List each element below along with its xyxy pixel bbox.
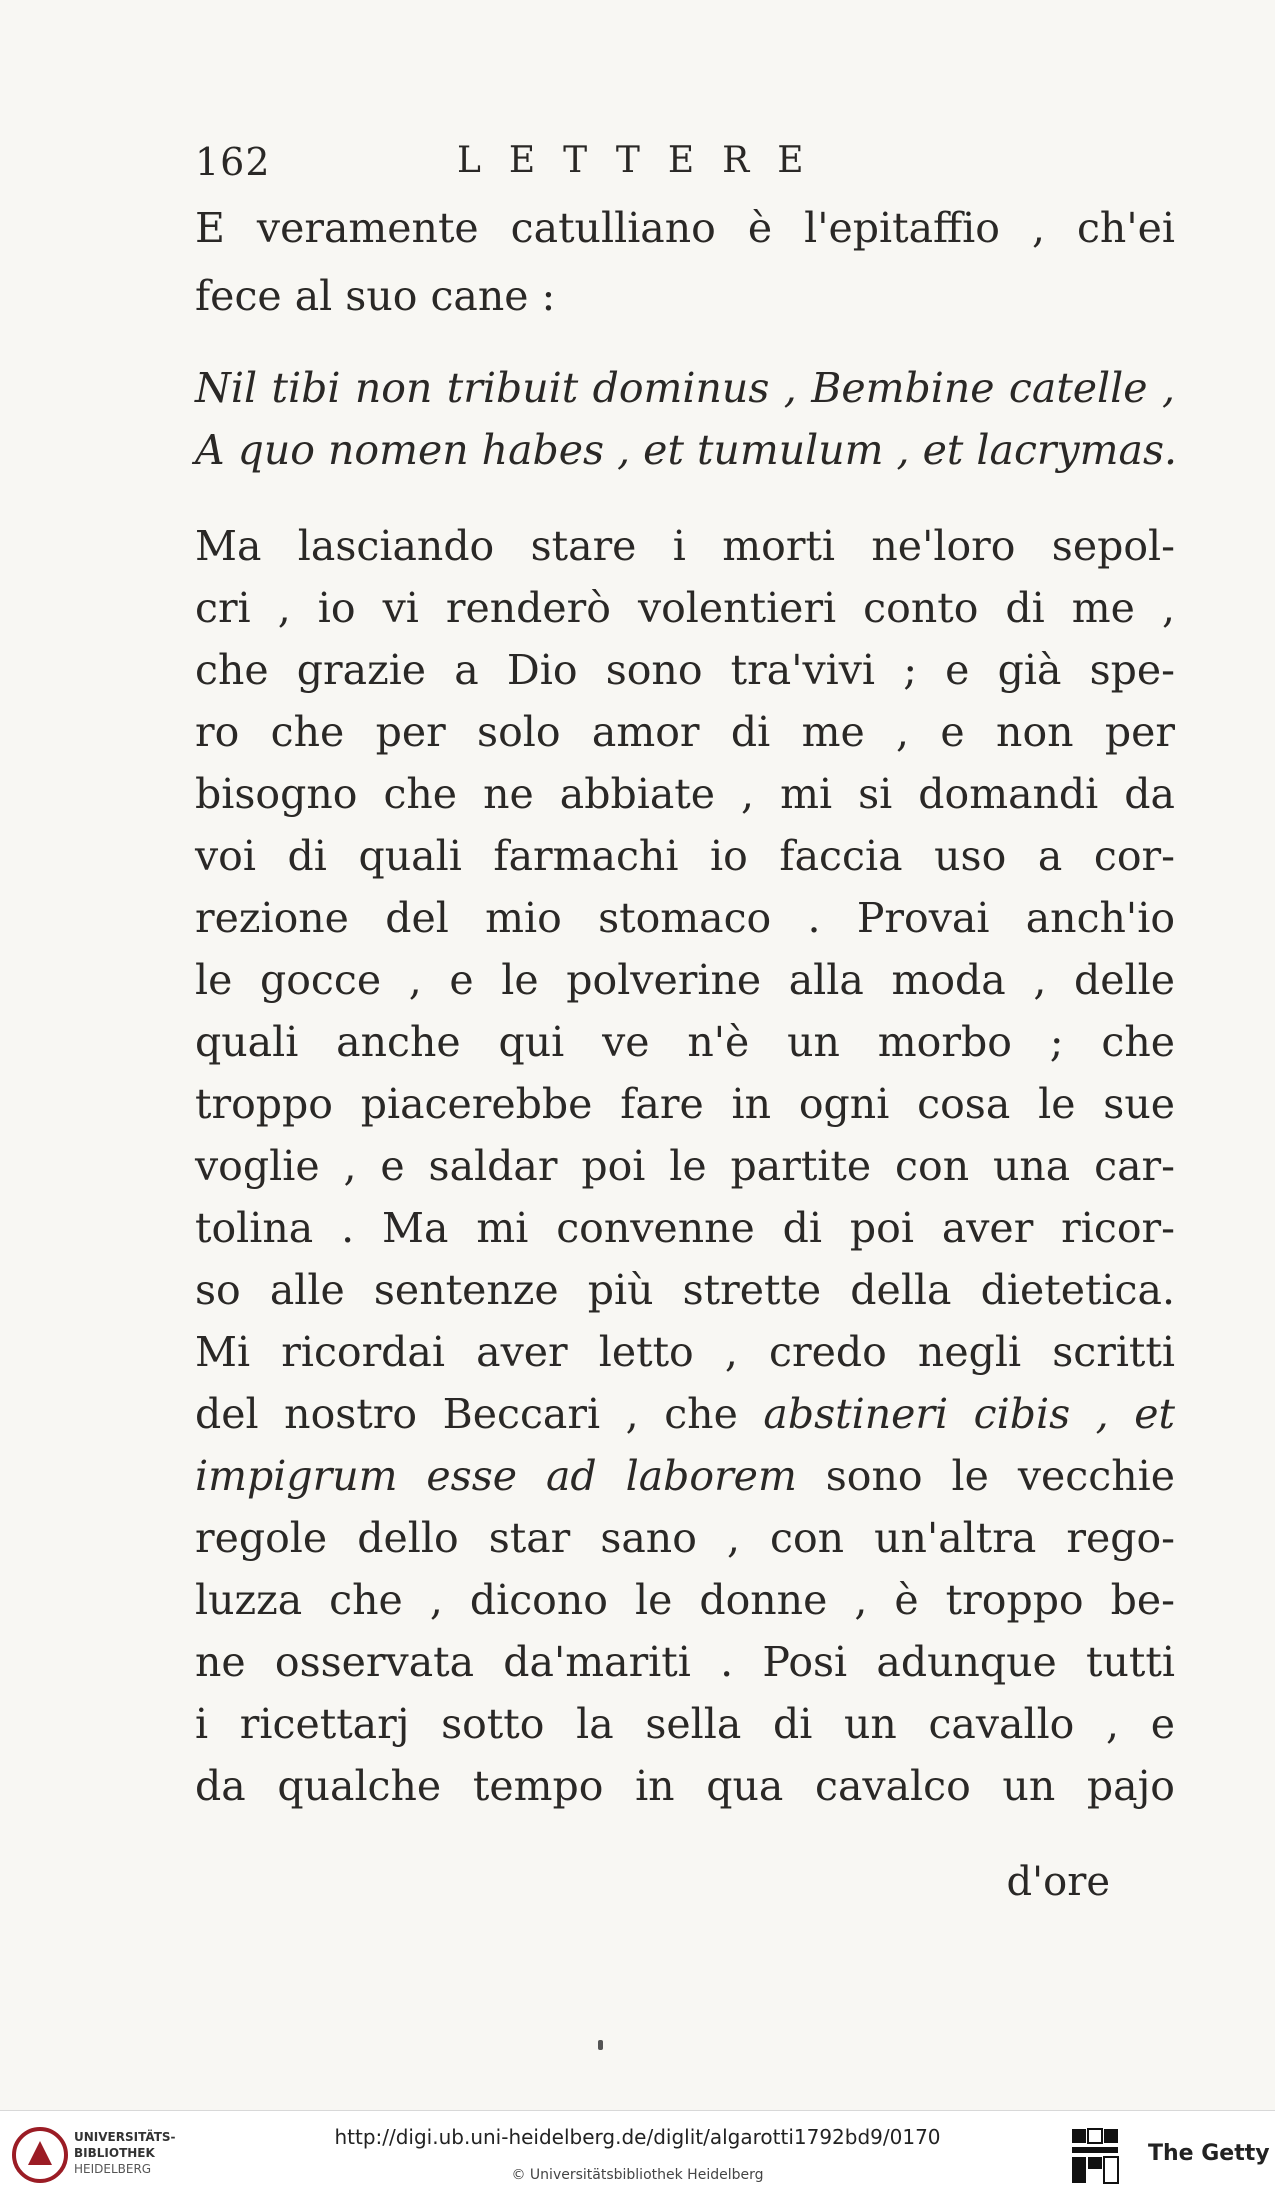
- copyright-notice: © Universitätsbibliothek Heidelberg: [511, 2167, 764, 2183]
- text-line: troppo piacerebbe fare in ogni cosa le sue: [195, 1080, 1175, 1128]
- getty-label: The Getty: [1148, 2141, 1270, 2166]
- text-segment: sono le vecchie: [796, 1452, 1175, 1500]
- text-line: Mi ricordai aver letto , credo negli scritti: [195, 1328, 1175, 1376]
- catchword: d'ore: [1006, 1859, 1110, 1905]
- library-name: UNIVERSITÄTS- BIBLIOTHEK HEIDELBERG: [74, 2130, 176, 2176]
- getty-logo-icon: [1070, 2127, 1120, 2185]
- text-line: da qualche tempo in qua cavalco un pajo: [195, 1762, 1175, 1810]
- text-line: regole dello star sano , con un'altra rego-: [195, 1514, 1175, 1562]
- italic-segment: abstineri cibis , et: [763, 1390, 1175, 1438]
- text-line: cri , io vi renderò volentieri conto di me ,: [195, 584, 1175, 632]
- text-line: ne osservata da'mariti . Posi adunque tutti: [195, 1638, 1175, 1686]
- text-line: tolina . Ma mi convenne di poi aver ricor-: [195, 1204, 1175, 1252]
- text-line: ro che per solo amor di me , e non per: [195, 708, 1175, 756]
- text-line: luzza che , dicono le donne , è troppo be-: [195, 1576, 1175, 1624]
- text-line: so alle sentenze più strette della dietetica.: [195, 1266, 1175, 1314]
- permalink-url[interactable]: http://digi.ub.uni-heidelberg.de/diglit/algarotti1792bd9/0170: [334, 2125, 941, 2149]
- text-line: che grazie a Dio sono tra'vivi ; e già spe-: [195, 646, 1175, 694]
- text-line: Ma lasciando stare i morti ne'loro sepol-: [195, 522, 1175, 570]
- text-line: rezione del mio stomaco . Provai anch'io: [195, 894, 1175, 942]
- page-number: 162: [195, 140, 271, 184]
- text-line: voi di quali farmachi io faccia uso a cor-: [195, 832, 1175, 880]
- page-header: [195, 140, 1175, 190]
- verse-line: Nil tibi non tribuit dominus , Bembine catelle ,: [195, 364, 1175, 412]
- text-line: bisogno che ne abbiate , mi si domandi da: [195, 770, 1175, 818]
- text-line: [195, 1446, 1175, 1506]
- text-line: fece al suo cane :: [195, 272, 556, 320]
- text-line: i ricettarj sotto la sella di un cavallo , e: [195, 1700, 1175, 1748]
- text-line: [195, 1384, 1175, 1444]
- text-line: le gocce , e le polverine alla moda , delle: [195, 956, 1175, 1004]
- italic-segment: impigrum esse ad laborem: [195, 1452, 797, 1500]
- running-title: LETTERE: [457, 140, 832, 181]
- viewer-footer: [0, 2110, 1275, 2201]
- text-line: E veramente catulliano è l'epitaffio , ch'ei: [195, 204, 1175, 252]
- verse-line: A quo nomen habes , et tumulum , et lacrymas.: [195, 426, 1178, 474]
- text-line: quali anche qui ve n'è un morbo ; che: [195, 1018, 1175, 1066]
- text-line: voglie , e saldar poi le partite con una car-: [195, 1142, 1175, 1190]
- ink-mark: [598, 2040, 603, 2050]
- text-segment: del nostro Beccari , che: [195, 1390, 764, 1438]
